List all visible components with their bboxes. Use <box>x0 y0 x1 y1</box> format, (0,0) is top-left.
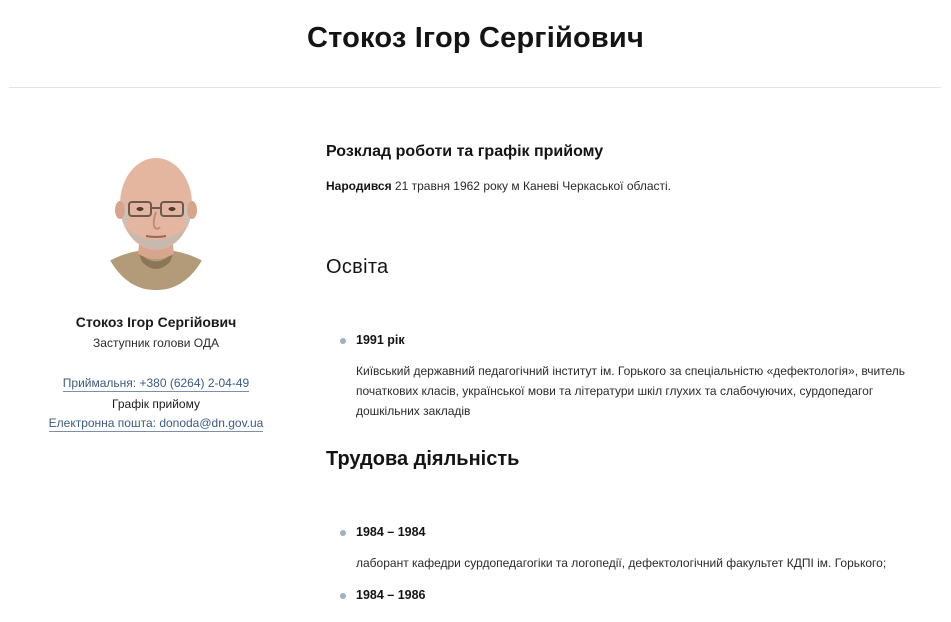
birth-text: 21 травня 1962 року м Каневі Черкаської області. <box>391 179 671 193</box>
education-description: Київський державний педагогічний інститут ім. Горького за спеціальністю «дефектологія», вчитель початкових класів, української мови та літератури шкіл глухих та слабочуючих, сурдопедагог дошкільних закладів <box>356 364 906 418</box>
bullet-icon <box>340 338 346 344</box>
reception-phone-link[interactable]: Приймальня: +380 (6264) 2-04-49 <box>62 376 250 390</box>
education-year: 1991 рік <box>356 333 405 347</box>
schedule-heading: Розклад роботи та графік прийому <box>326 143 604 160</box>
page-title: Стокоз Ігор Сергійович <box>306 22 644 54</box>
birth-info <box>326 179 671 193</box>
work-entry <box>340 588 930 602</box>
work-description: лаборант кафедри сурдопедагогіки та логопедії, дефектологічний факультет КДПІ ім. Горького; <box>356 556 887 570</box>
email-link[interactable]: Електронна пошта: donoda@dn.gov.ua <box>48 416 264 430</box>
bullet-icon <box>340 593 346 599</box>
birth-label: Народився <box>326 179 392 193</box>
profile-card <box>40 150 272 432</box>
profile-position: Заступник голови ОДА <box>93 336 219 350</box>
reception-schedule-label: Графік прийому <box>112 397 200 411</box>
work-years: 1984 – 1986 <box>356 588 426 602</box>
education-heading: Освіта <box>326 256 389 278</box>
education-entry <box>340 333 930 418</box>
work-heading: Трудова діяльність <box>326 448 520 470</box>
header-divider <box>9 87 941 88</box>
work-entry <box>340 525 930 570</box>
bullet-icon <box>340 530 346 536</box>
profile-name: Стокоз Ігор Сергійович <box>75 314 237 330</box>
work-years: 1984 – 1984 <box>356 525 426 539</box>
avatar <box>98 150 214 290</box>
